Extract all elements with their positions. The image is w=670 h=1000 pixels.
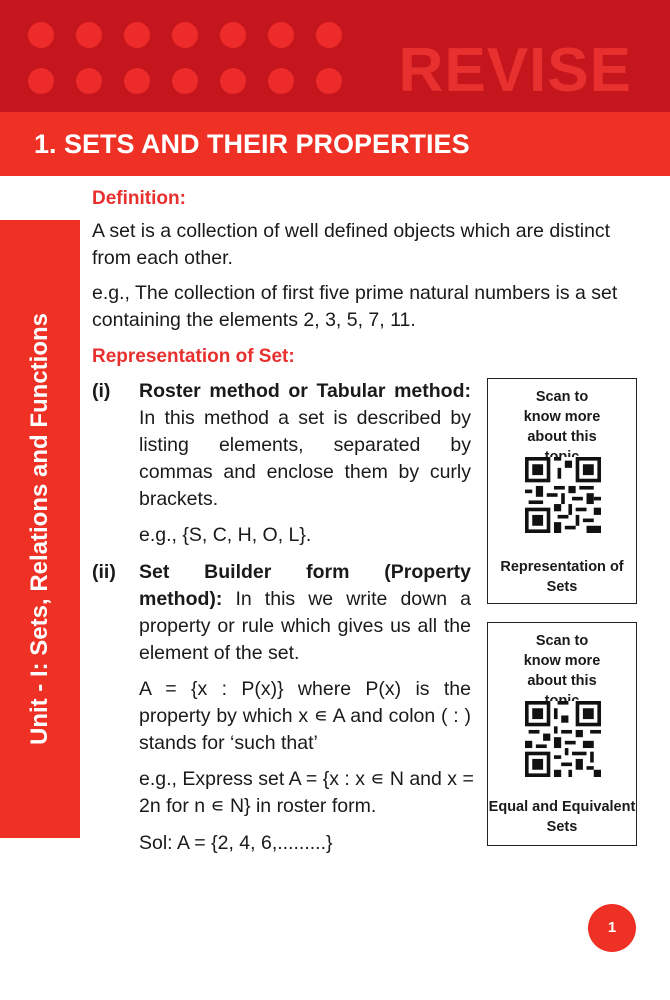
definition-heading: Definition: [92,188,186,209]
qr-card-caption: Representation of Sets [500,559,624,595]
item-1-body [139,378,471,513]
item-1-name: Roster method or Tabular method: [139,380,471,402]
qr-card-caption: Equal and Equivalent Sets [488,799,636,835]
definition-text: A set is a collection of well defined objects which are distinct from each other. [92,220,611,269]
item-1-example: e.g., {S, C, H, O, L}. [139,524,312,546]
page-title: 1. SETS AND THEIR PROPERTIES [34,129,470,159]
item-1-text: In this method a set is described by listing elements, separated by commas and enclose them by curly brackets. [139,407,471,510]
qr-card-top-text: Scan to know more about this [523,389,601,445]
qr-card-equal-sets[interactable] [487,622,637,846]
item-2-example: e.g., Express set A = {x : x ∊ N and x = 2n for n ∊ N} in roster form. [139,768,474,817]
qr-code-icon[interactable] [525,701,601,777]
qr-card-representation[interactable] [487,378,637,604]
definition-example: e.g., The collection of first five prime natural numbers is a set containing the elements 2, 3, 5, 7, 11. [92,282,618,331]
representation-heading: Representation of Set: [92,346,295,367]
item-2-label: (ii) [92,561,116,583]
unit-side-label: Unit - I: Sets, Relations and Functions [26,312,53,746]
item-1-label: (i) [92,380,111,402]
item-2-text: In this we write down a property or rule which gives us all the element of the set. [139,588,471,664]
item-2-name: Set Builder form (Property method): [139,561,471,610]
page-number-badge: 1 [588,904,636,952]
item-2-body [139,559,471,667]
revise-banner-word: REVISE [398,36,632,105]
item-2-solution: Sol: A = {2, 4, 6,.........} [139,832,333,854]
qr-card-top-text: Scan to know more about this [523,633,601,689]
item-2-formula: A = {x : P(x)} where P(x) is the property by which x ∊ A and colon ( : ) stands for ‘such that’ [139,678,471,754]
qr-code-icon[interactable] [525,457,601,533]
